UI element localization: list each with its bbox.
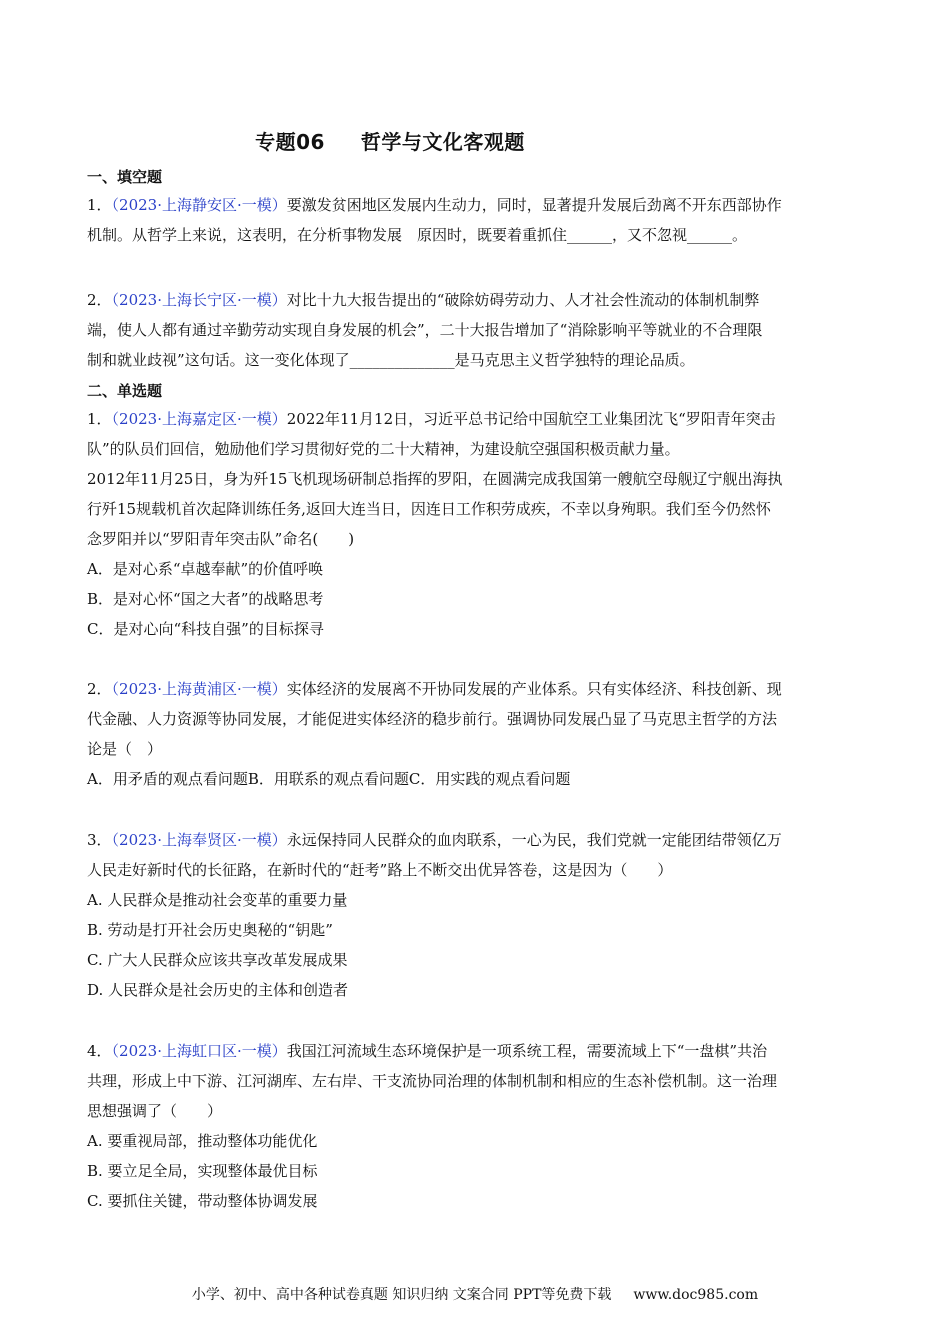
question-line: 人民走好新时代的长征路，在新时代的“赶考”路上不断交出优异答卷，这是因为（ ） xyxy=(87,861,673,879)
single-question-4 xyxy=(87,1036,867,1216)
question-source: （2023·上海奉贤区·一模） xyxy=(111,831,287,849)
question-text: 要激发贫困地区发展内生动力，同时，显著提升发展后劲离不开东西部协作 xyxy=(286,196,782,214)
question-line xyxy=(87,404,867,434)
question-line: 共理，形成上中下游、江河湖库、左右岸、干支流协同治理的体制机制和相应的生态补偿机制。这一治理 xyxy=(87,1072,778,1090)
document-title xyxy=(0,126,780,155)
question-number: 1． xyxy=(87,410,112,428)
question-source: （2023·上海嘉定区·一模） xyxy=(111,410,287,428)
single-question-1 xyxy=(87,404,867,644)
question-line: 队”的队员们回信，勉励他们学习贯彻好党的二十大精神，为建设航空强国积极贡献力量。 xyxy=(87,440,680,458)
page-footer xyxy=(0,1284,950,1304)
question-source: （2023·上海虹口区·一模） xyxy=(111,1042,287,1060)
title-left: 专题06 xyxy=(255,130,325,154)
question-number: 1． xyxy=(87,196,112,214)
option-a: A. 要重视局部，推动整体功能优化 xyxy=(87,1132,318,1150)
question-number: 2． xyxy=(87,680,112,698)
question-line: 行歼15规载机首次起降训练任务,返回大连当日，因连日工作积劳成疾，不幸以身殉职。我们至今仍然怀 xyxy=(87,500,771,518)
option-c: C. 广大人民群众应该共享改革发展成果 xyxy=(87,951,348,969)
question-line: 思想强调了（ ） xyxy=(87,1102,223,1120)
question-source: （2023·上海长宁区·一模） xyxy=(111,291,287,309)
section-fill-heading: 一、填空题 xyxy=(87,168,163,186)
question-text: 实体经济的发展离不开协同发展的产业体系。只有实体经济、科技创新、现 xyxy=(286,680,782,698)
single-question-3 xyxy=(87,825,867,1005)
question-line xyxy=(87,285,867,315)
question-text: 对比十九大报告提出的“破除妨碍劳动力、人才社会性流动的体制机制弊 xyxy=(286,291,760,309)
question-line xyxy=(87,1036,867,1066)
option-c: C. 要抓住关键，带动整体协调发展 xyxy=(87,1192,318,1210)
option-b: B. 劳动是打开社会历史奥秘的“钥匙” xyxy=(87,921,333,939)
question-source: （2023·上海黄浦区·一模） xyxy=(111,680,287,698)
question-line xyxy=(87,190,867,220)
question-source: （2023·上海静安区·一模） xyxy=(111,196,287,214)
section-single-heading: 二、单选题 xyxy=(87,382,163,400)
question-text: 我国江河流域生态环境保护是一项系统工程，需要流域上下“一盘棋”共治 xyxy=(286,1042,768,1060)
options-row xyxy=(87,764,867,794)
option-b: B．是对心怀“国之大者”的战略思考 xyxy=(87,590,324,608)
question-line: 端，使人人都有通过辛勤劳动实现自身发展的机会”，二十大报告增加了“消除影响平等就业的不合理限 xyxy=(87,321,763,339)
question-line: 机制。从哲学上来说，这表明，在分析事物发展 原因时，既要着重抓住______，又不忽视______。 xyxy=(87,226,748,244)
fill-question-1 xyxy=(87,190,867,250)
question-line: 代金融、人力资源等协同发展，才能促进实体经济的稳步前行。强调协同发展凸显了马克思主哲学的方法 xyxy=(87,710,778,728)
single-question-2 xyxy=(87,674,867,794)
option-c: C．用实践的观点看问题 xyxy=(408,770,571,788)
option-b: B. 要立足全局，实现整体最优目标 xyxy=(87,1162,318,1180)
option-a: A．是对心系“卓越奉献”的价值呼唤 xyxy=(87,560,324,578)
question-number: 2． xyxy=(87,291,112,309)
option-c: C．是对心向“科技自强”的目标探寻 xyxy=(87,620,324,638)
option-a: A. 人民群众是推动社会变革的重要力量 xyxy=(87,891,348,909)
footer-text: 小学、初中、高中各种试卷真题 知识归纳 文案合同 PPT等免费下载 xyxy=(191,1287,612,1303)
option-d: D. 人民群众是社会历史的主体和创造者 xyxy=(87,981,349,999)
question-text: 永远保持同人民群众的血肉联系，一心为民，我们党就一定能团结带领亿万 xyxy=(286,831,782,849)
title-right: 哲学与文化客观题 xyxy=(360,130,525,154)
question-line: 念罗阳并以“罗阳青年突击队”命名( ) xyxy=(87,530,355,548)
option-a: A．用矛盾的观点看问题 xyxy=(87,770,248,788)
option-b: B．用联系的观点看问题 xyxy=(247,770,409,788)
question-number: 3． xyxy=(87,831,112,849)
question-text: 2022年11月12日，习近平总书记给中国航空工业集团沈飞“罗阳青年突击 xyxy=(286,410,776,428)
footer-url[interactable]: www.doc985.com xyxy=(633,1287,759,1303)
question-line: 制和就业歧视”这句话。这一变化体现了______________是马克思主义哲学独特的理论品质。 xyxy=(87,351,695,369)
question-line xyxy=(87,674,867,704)
question-line: 2012年11月25日，身为歼15飞机现场研制总指挥的罗阳，在圆满完成我国第一艘航空母舰辽宁舰出海执 xyxy=(87,470,783,488)
fill-question-2 xyxy=(87,285,867,375)
question-line xyxy=(87,825,867,855)
question-line: 论是（ ） xyxy=(87,740,163,758)
question-number: 4． xyxy=(87,1042,112,1060)
